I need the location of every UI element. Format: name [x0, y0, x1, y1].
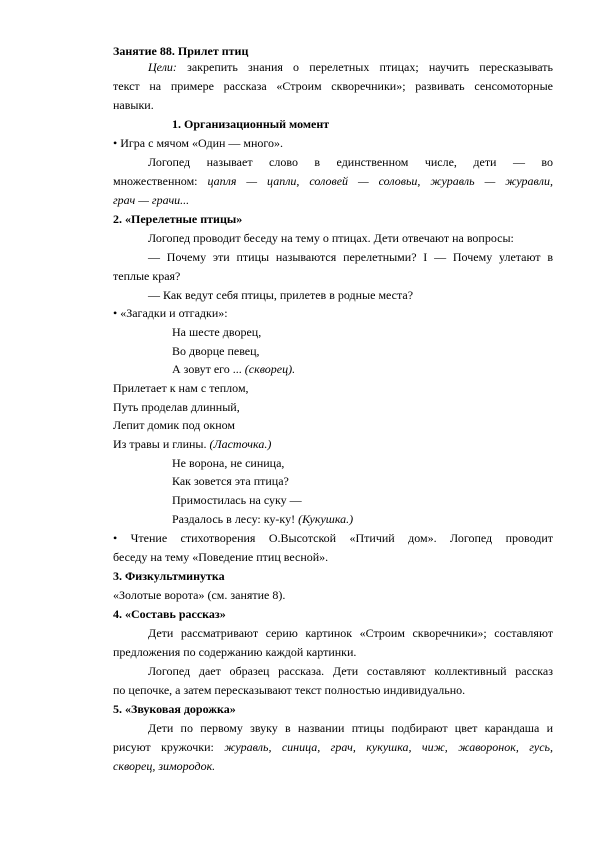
s2-question-1: — Почему эти птицы называются перелетными? I — Почему улетают в [148, 250, 553, 264]
reading-line-2: беседу на тему «Поведение птиц весной». [113, 550, 329, 564]
game-line: • Игра с мячом «Один — много». [113, 136, 284, 150]
s3-text: «Золотые ворота» (см. занятие 8). [113, 588, 286, 602]
s4-line-3: Логопед дает образец рассказа. Дети составляют коллективный рассказ [148, 664, 553, 678]
riddle-3-answer: (Кукушка.) [298, 512, 354, 526]
s4-line-1: Дети рассматривают серию картинок «Строим скворечники»; составляют [148, 626, 553, 640]
goals-line-2: текст на примере рассказа «Строим скворечники»; развивать сенсомоторные [113, 79, 553, 93]
riddle-3-line-3: Примостилась на суку — [172, 493, 302, 507]
riddle-3-line-1: Не ворона, не синица, [172, 456, 285, 470]
lesson-title: Занятие 88. Прилет птиц [113, 44, 249, 58]
s5-line-3: скворец, зимородок. [113, 759, 216, 773]
riddle-2-answer: (Ласточка.) [209, 437, 272, 451]
s2-question-1-cont: теплые края? [113, 269, 181, 283]
s4-line-4: по цепочке, а затем пересказывают текст полностью индивидуально. [113, 683, 466, 697]
reading-line-1: • Чтение стихотворения О.Высотской «Птичий дом». Логопед проводит [113, 531, 553, 545]
goals-line-1 [148, 60, 553, 74]
goals-line-3: навыки. [113, 98, 154, 112]
s1-line-2: множественном: цапля — цапли, соловей — соловьи, журавль — журавли, [113, 174, 553, 188]
s1-line-3: грач — грачи... [113, 193, 190, 207]
section-2-heading: 2. «Перелетные птицы» [113, 212, 243, 226]
section-4-heading: 4. «Составь рассказ» [113, 607, 226, 621]
s2-line-1: Логопед проводит беседу на тему о птицах. Дети отвечают на вопросы: [148, 231, 514, 245]
riddle-2-line-3: Лепит домик под окном [113, 418, 235, 432]
s4-line-2: предложения по содержанию каждой картинки. [113, 645, 357, 659]
riddle-1-line-2: Во дворце певец, [172, 344, 260, 358]
riddle-3-line-4: Раздалось в лесу: ку-ку! (Кукушка.) [172, 512, 354, 526]
bird-list: журавль, синица, грач, кукушка, чиж, жаворонок, гусь, [224, 740, 553, 754]
goals-text-1: закрепить знания о перелетных птицах; научить пересказывать [187, 60, 554, 74]
riddle-3-line-2: Как зовется эта птица? [172, 474, 289, 488]
riddle-2-line-2: Путь проделав длинный, [113, 400, 240, 414]
s5-line-2: рисуют кружочки: журавль, синица, грач, кукушка, чиж, жаворонок, гусь, [113, 740, 553, 754]
riddle-1-line-3: А зовут его ... (скворец). [172, 362, 296, 376]
plural-examples: цапля — цапли, соловей — соловьи, журавль — журавли, [207, 174, 553, 188]
riddle-1-answer: (скворец). [244, 362, 296, 376]
riddle-2-line-1: Прилетает к нам с теплом, [113, 381, 249, 395]
section-3-heading: 3. Физкультминутка [113, 569, 225, 583]
s2-question-2: — Как ведут себя птицы, прилетев в родные места? [148, 288, 414, 302]
s5-line-1: Дети по первому звуку в названии птицы подбирают цвет карандаша и [148, 721, 553, 735]
riddles-heading: • «Загадки и отгадки»: [113, 306, 228, 320]
riddle-1-line-1: На шесте дворец, [172, 325, 262, 339]
section-5-heading: 5. «Звуковая дорожка» [113, 702, 236, 716]
riddle-2-line-4: Из травы и глины. (Ласточка.) [113, 437, 272, 451]
s1-line-1: Логопед называет слово в единственном числе, дети — во [148, 155, 553, 169]
section-1-heading: 1. Организационный момент [172, 117, 330, 131]
goals-label: Цели: [148, 60, 177, 74]
